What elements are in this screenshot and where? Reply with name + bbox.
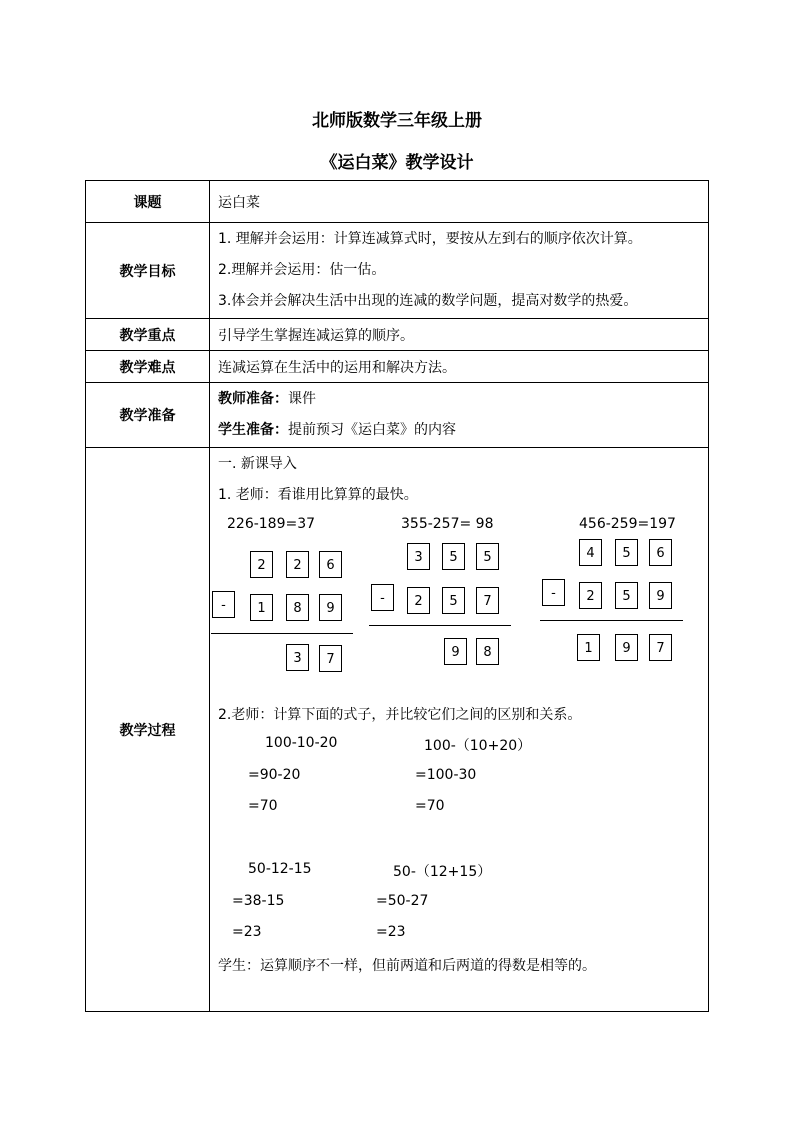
expression-c-line2: =38-15	[232, 893, 285, 909]
student-answer: 学生：运算顺序不一样，但前两道和后两道的得数是相等的。	[218, 958, 596, 974]
expression-b-line3: =70	[415, 798, 445, 814]
digit-box: 6	[319, 551, 342, 578]
digit-box: 1	[577, 634, 600, 661]
expression-b-line1: 100-（10+20）	[424, 738, 532, 754]
expression-d-line2: =50-27	[376, 893, 429, 909]
expression-b-line2: =100-30	[415, 767, 477, 783]
equation-2: 355-257= 98	[401, 516, 494, 532]
step-two-text: 2.老师：计算下面的式子，并比较它们之间的区别和关系。	[218, 707, 582, 723]
digit-box: 4	[579, 539, 602, 566]
digit-box: 2	[286, 551, 309, 578]
equation-3: 456-259=197	[579, 516, 676, 532]
row-label-goals: 教学目标	[86, 223, 210, 319]
document-title: 北师版数学三年级上册	[312, 111, 482, 131]
process-cell	[210, 448, 709, 1012]
expression-a-line1: 100-10-20	[265, 735, 338, 751]
digit-box: 5	[442, 587, 465, 614]
prep-value	[210, 383, 709, 448]
goal-item: 3.体会并会解决生活中出现的连减的数学问题，提高对数学的热爱。	[218, 293, 638, 309]
digit-box: 7	[319, 645, 342, 672]
sum-line	[211, 633, 353, 634]
expression-d-line3: =23	[376, 924, 406, 940]
difficulty-value: 连减运算在生活中的运用和解决方法。	[210, 351, 709, 383]
expression-a-line3: =70	[248, 798, 278, 814]
digit-box: 2	[407, 587, 430, 614]
digit-box: 5	[476, 543, 499, 570]
digit-box: 9	[615, 634, 638, 661]
row-label-difficulty: 教学难点	[86, 351, 210, 383]
digit-box: 1	[250, 594, 273, 621]
student-prep-label: 学生准备：	[218, 422, 288, 438]
goals-list	[210, 223, 709, 319]
lesson-plan-table	[85, 180, 709, 1012]
teacher-prep-label: 教师准备：	[218, 391, 288, 407]
digit-box: 2	[579, 582, 602, 609]
equation-1: 226-189=37	[227, 516, 316, 532]
sum-line	[540, 620, 683, 621]
row-label-topic: 课题	[86, 181, 210, 223]
digit-box: 9	[319, 594, 342, 621]
expression-c-line3: =23	[232, 924, 262, 940]
step-one-text: 1. 老师：看谁用比算算的最快。	[218, 487, 418, 503]
row-label-focus: 教学重点	[86, 319, 210, 351]
row-label-process: 教学过程	[86, 448, 210, 1012]
digit-box: 3	[407, 543, 430, 570]
digit-box: 5	[615, 582, 638, 609]
digit-box: 5	[442, 543, 465, 570]
focus-value: 引导学生掌握连减运算的顺序。	[210, 319, 709, 351]
sum-line	[369, 625, 511, 626]
goal-item: 2.理解并会运用：估一估。	[218, 262, 386, 278]
minus-sign-box: -	[371, 584, 394, 611]
digit-box: 9	[444, 638, 467, 665]
digit-box: 5	[615, 539, 638, 566]
goal-item: 1. 理解并会运用：计算连减算式时，要按从左到右的顺序依次计算。	[218, 231, 642, 247]
minus-sign-box: -	[212, 591, 235, 618]
expression-c-line1: 50-12-15	[248, 861, 312, 877]
teacher-prep-value: 课件	[288, 391, 316, 407]
minus-sign-box: -	[542, 579, 565, 606]
document-subtitle: 《运白菜》教学设计	[320, 153, 474, 173]
digit-box: 9	[649, 582, 672, 609]
topic-value: 运白菜	[210, 181, 709, 223]
digit-box: 6	[649, 539, 672, 566]
digit-box: 2	[250, 551, 273, 578]
digit-box: 8	[476, 638, 499, 665]
digit-box: 3	[286, 644, 309, 671]
digit-box: 7	[476, 587, 499, 614]
digit-box: 7	[649, 634, 672, 661]
digit-box: 8	[286, 594, 309, 621]
section-heading: 一. 新课导入	[218, 456, 297, 472]
expression-a-line2: =90-20	[248, 767, 301, 783]
expression-d-line1: 50-（12+15）	[393, 864, 492, 880]
student-prep-value: 提前预习《运白菜》的内容	[288, 422, 456, 438]
row-label-prep: 教学准备	[86, 383, 210, 448]
